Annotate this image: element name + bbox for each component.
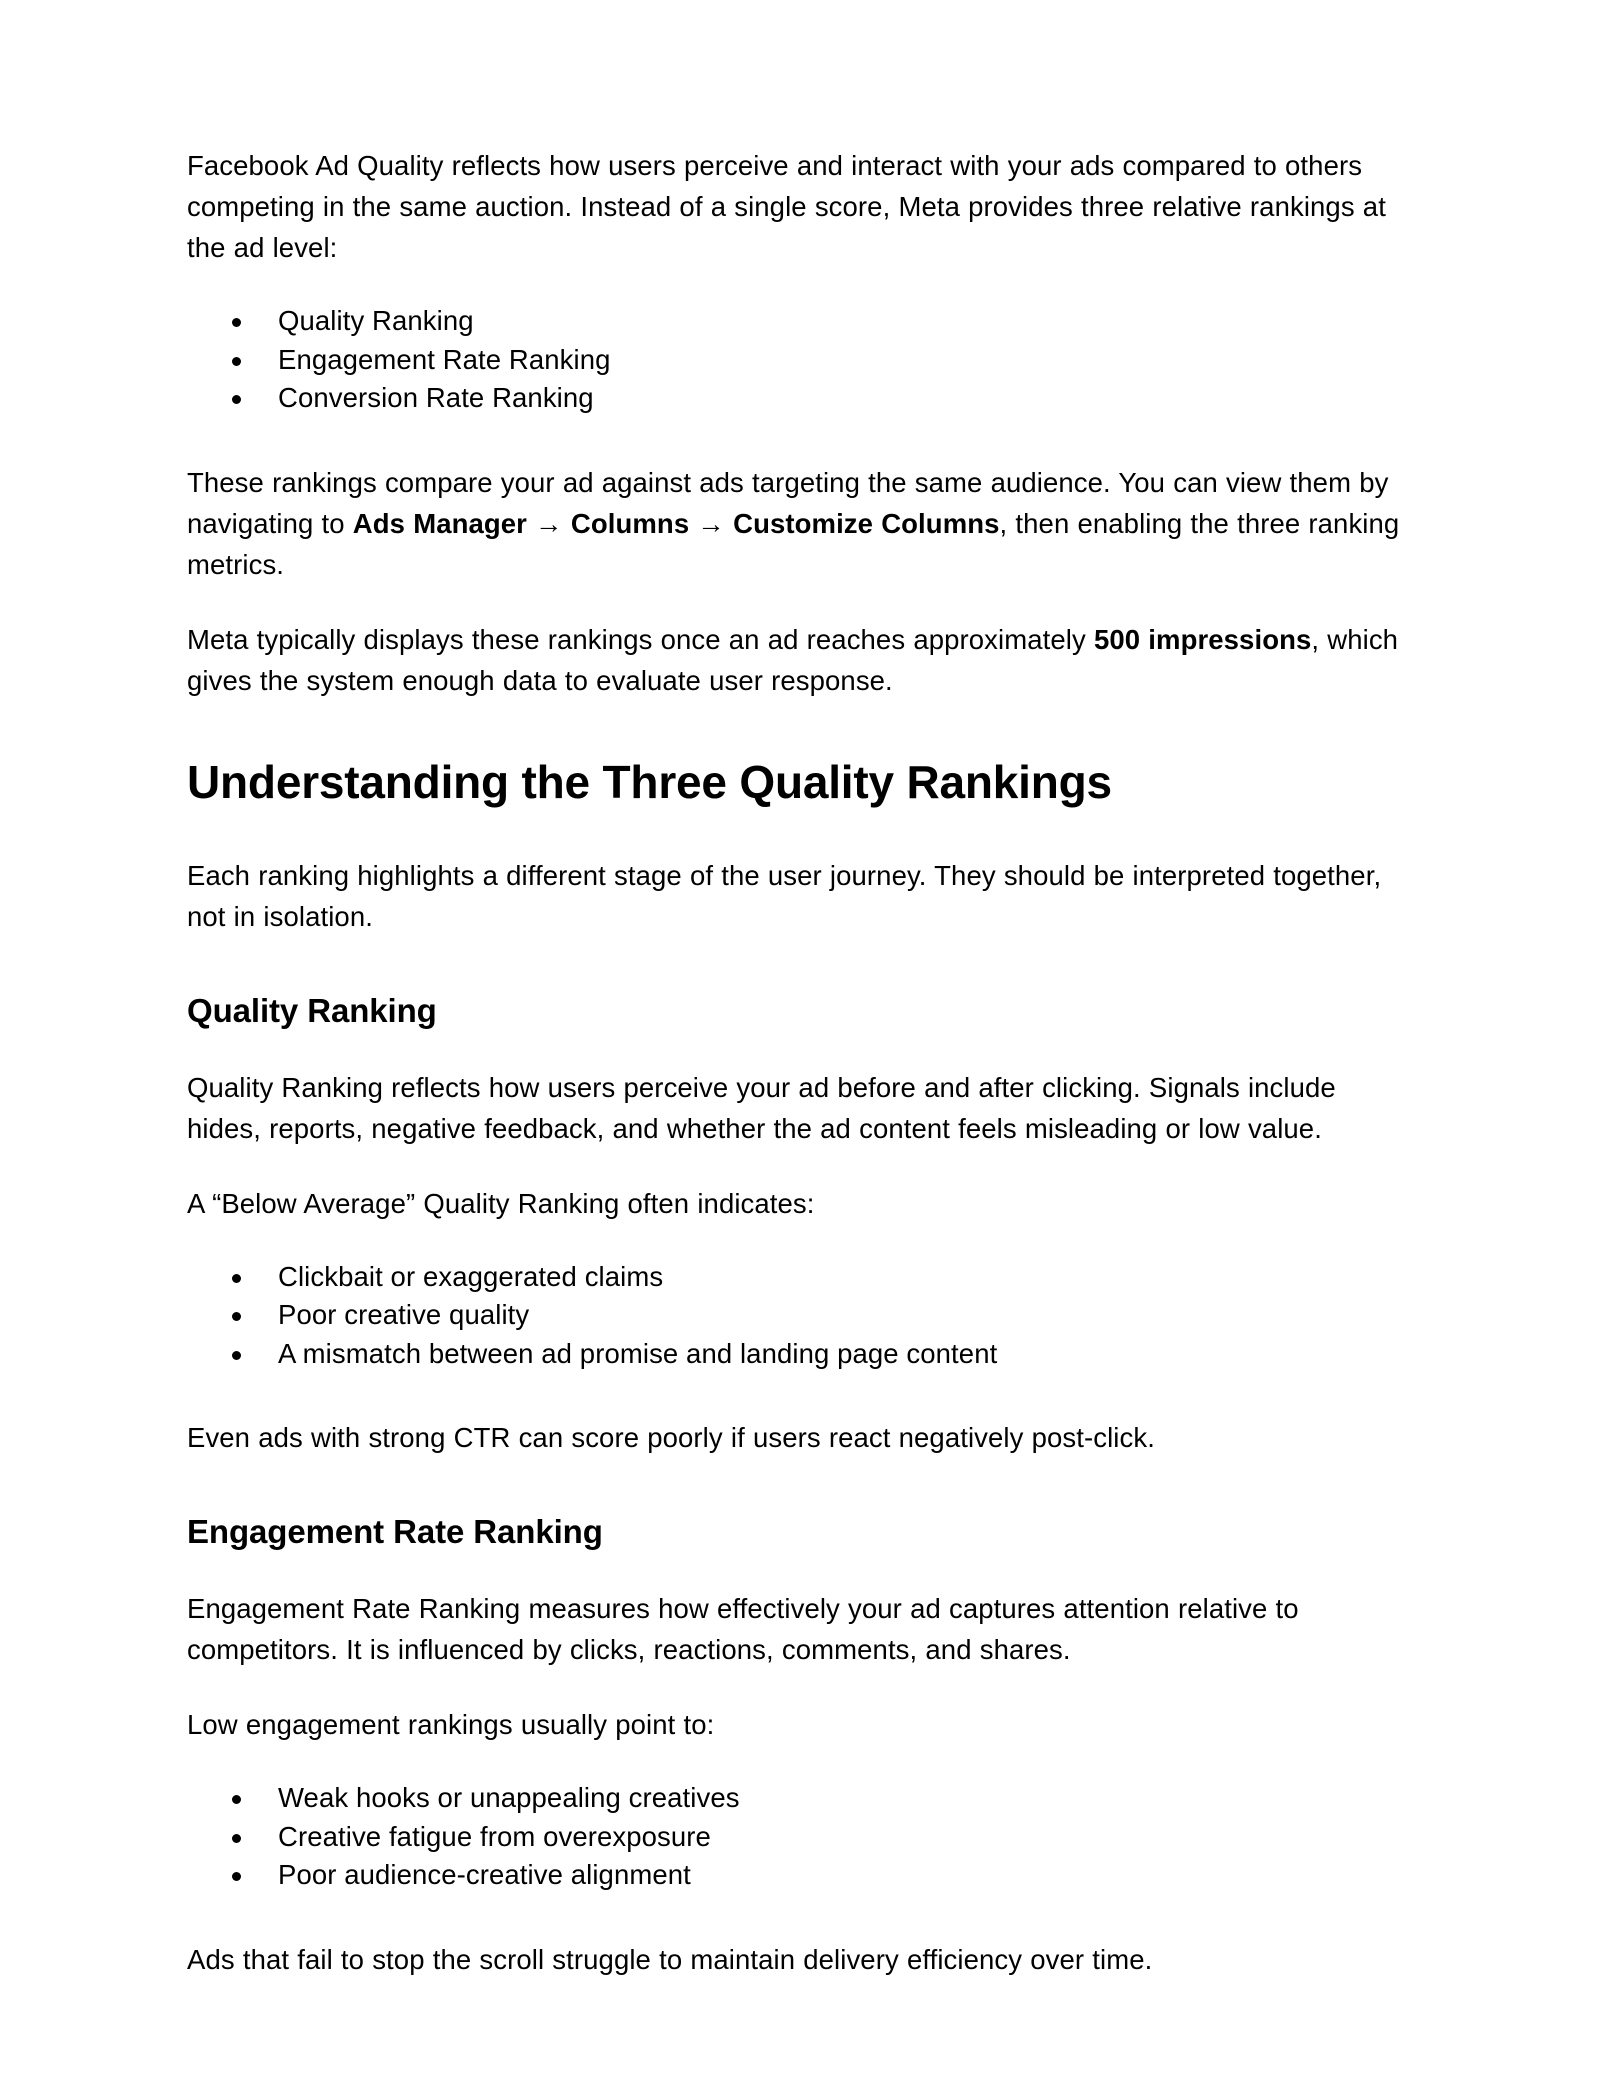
list-item <box>187 379 1415 418</box>
navigation-paragraph <box>187 462 1415 585</box>
list-item-label: A mismatch between ad promise and landing page content <box>278 1337 998 1369</box>
arrow-right-icon: → <box>535 507 563 539</box>
spacer <box>187 1033 1415 1067</box>
impressions-paragraph <box>187 619 1415 701</box>
spacer <box>187 811 1415 855</box>
engagement-ranking-bullets <box>187 1779 1415 1895</box>
quality-ranking-paragraph-2: A “Below Average” Quality Ranking often indicates: <box>187 1187 815 1219</box>
impressions-bold-value: 500 impressions <box>1093 623 1312 655</box>
list-item <box>187 1856 1415 1895</box>
ranking-list <box>187 302 1415 418</box>
spacer <box>187 1670 1415 1704</box>
list-item <box>187 1818 1415 1857</box>
list-item <box>187 1296 1415 1335</box>
document-body <box>187 145 1415 1980</box>
list-item-label: Weak hooks or unappealing creatives <box>278 1782 740 1813</box>
spacer <box>187 701 1415 753</box>
list-item <box>187 1335 1415 1374</box>
list-item <box>187 302 1415 341</box>
nav-bold-customize-columns: Customize Columns <box>733 507 1000 539</box>
list-item-label: Clickbait or exaggerated claims <box>278 1260 664 1292</box>
main-heading-paragraph: Each ranking highlights a different stage of the user journey. They should be interpreted together, not in isolation. <box>187 859 1382 932</box>
nav-text-after: , then enabling the three ranking metrics. <box>187 507 1400 580</box>
spacer <box>187 937 1415 989</box>
list-item <box>187 341 1415 380</box>
impressions-text-before: Meta typically displays these rankings once an ad reaches approximately <box>187 623 1094 655</box>
arrow-right-icon: → <box>697 507 725 539</box>
section-heading-quality-ranking: Quality Ranking <box>187 991 437 1029</box>
page-title: Understanding the Three Quality Rankings <box>187 755 1112 808</box>
list-item-label: Conversion Rate Ranking <box>278 382 594 413</box>
nav-text-before: These rankings compare your ad against ads targeting the same audience. You can view them by navigating to <box>187 466 1389 539</box>
section-heading-engagement-rate-ranking: Engagement Rate Ranking <box>187 1513 603 1550</box>
list-item <box>187 1779 1415 1818</box>
nav-bold-columns: Columns <box>570 507 690 539</box>
spacer <box>187 418 1415 462</box>
intro-paragraph: Facebook Ad Quality reflects how users perceive and interact with your ads compared to others competing in the same auction. Instead of a single score, Meta provides three relative rankings at the ad level: <box>187 150 1386 263</box>
list-item-label: Poor audience-creative alignment <box>278 1859 691 1890</box>
spacer <box>187 268 1415 302</box>
quality-ranking-closing: Even ads with strong CTR can score poorly if users react negatively post-click. <box>187 1422 1155 1453</box>
spacer <box>187 1373 1415 1417</box>
spacer <box>187 1224 1415 1258</box>
impressions-text-after: , which gives the system enough data to evaluate user response. <box>187 623 1399 696</box>
list-item-label: Creative fatigue from overexposure <box>278 1820 711 1852</box>
list-item <box>187 1258 1415 1297</box>
quality-ranking-bullets <box>187 1258 1415 1374</box>
engagement-ranking-paragraph-1: Engagement Rate Ranking measures how effectively your ad captures attention relative to competitors. It is influenced by clicks, reactions, comments, and shares. <box>187 1593 1299 1665</box>
spacer <box>187 1554 1415 1588</box>
engagement-ranking-closing: Ads that fail to stop the scroll struggle to maintain delivery efficiency over time. <box>187 1943 1153 1975</box>
list-item-label: Poor creative quality <box>278 1299 530 1330</box>
spacer <box>187 585 1415 619</box>
quality-ranking-paragraph-1: Quality Ranking reflects how users perceive your ad before and after clicking. Signals include hides, reports, negative feedback, and whether the ad content feels misleading or low value. <box>187 1071 1336 1144</box>
list-item-label: Quality Ranking <box>278 305 474 336</box>
nav-bold-ads-manager: Ads Manager <box>352 507 527 539</box>
list-item-label: Engagement Rate Ranking <box>278 343 611 375</box>
engagement-ranking-paragraph-2: Low engagement rankings usually point to: <box>187 1709 715 1740</box>
spacer <box>187 1458 1415 1510</box>
spacer <box>187 1149 1415 1183</box>
spacer <box>187 1895 1415 1939</box>
spacer <box>187 1745 1415 1779</box>
